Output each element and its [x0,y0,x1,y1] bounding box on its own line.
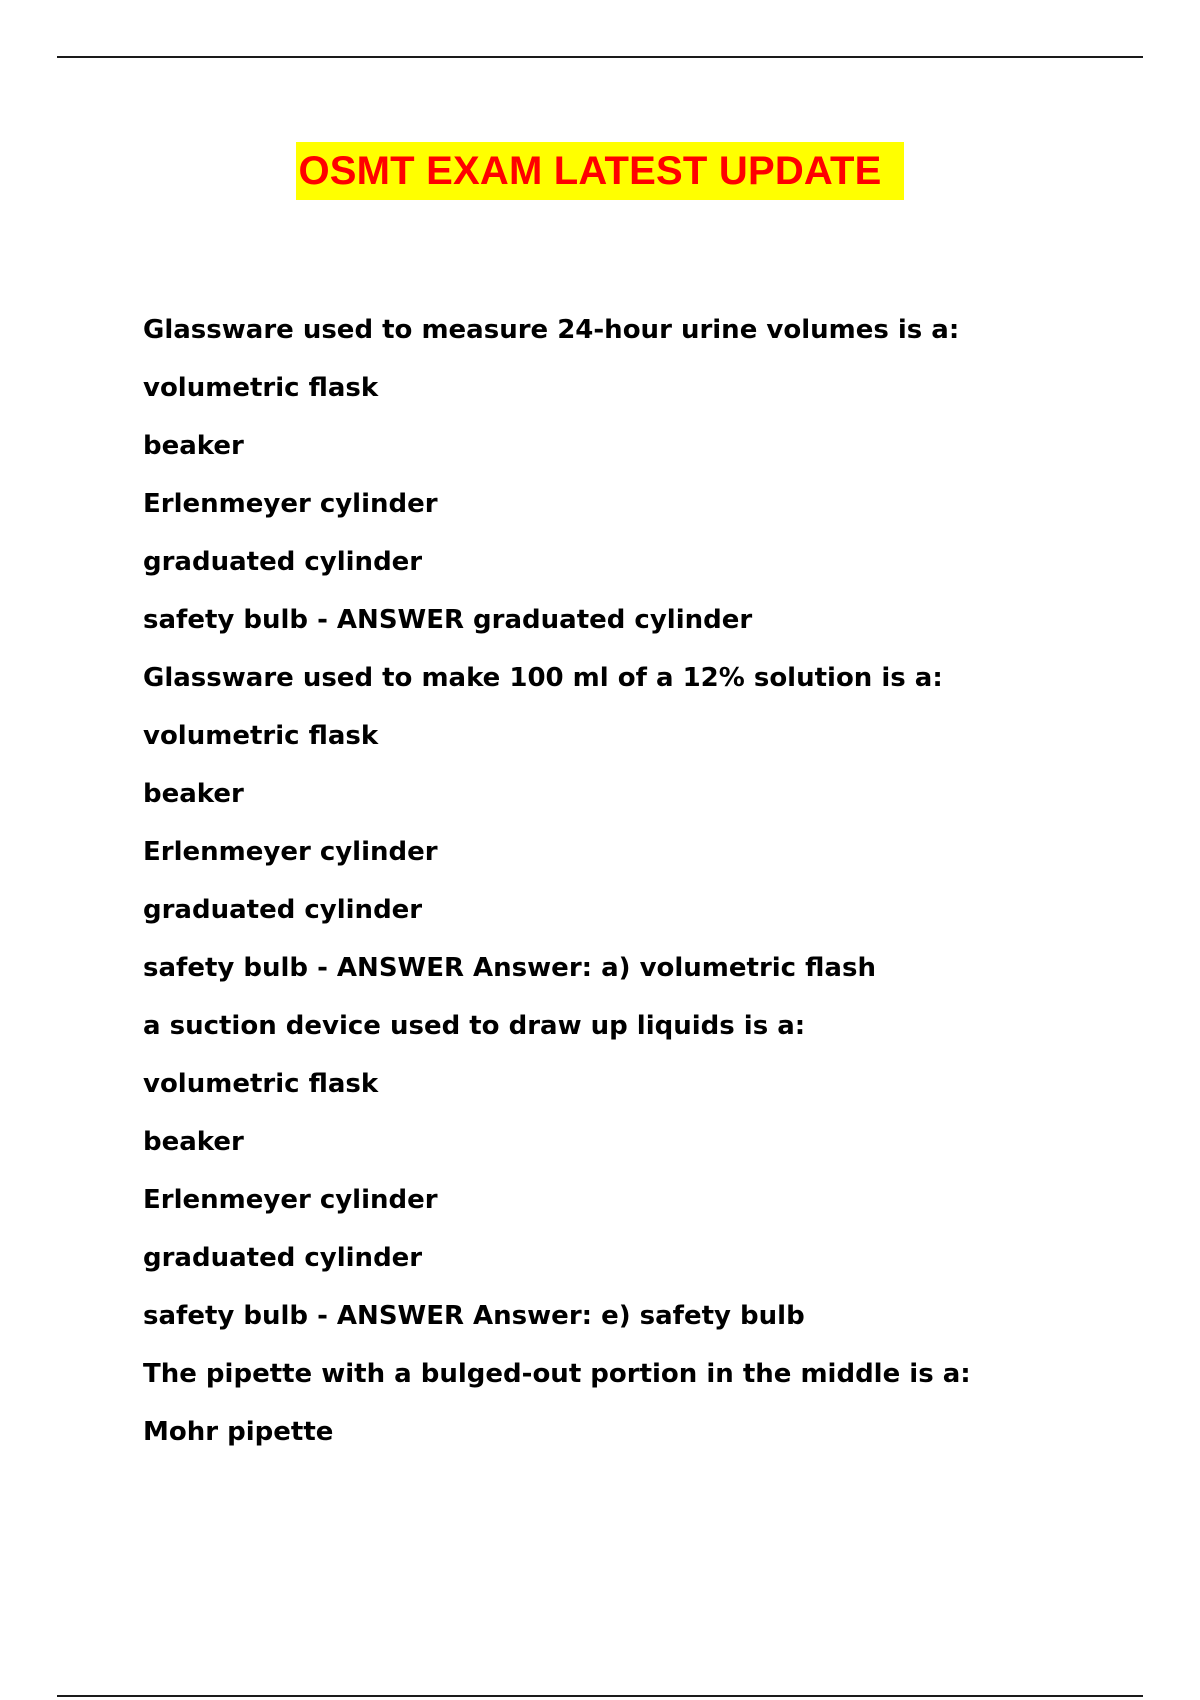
answer-line: safety bulb - ANSWER Answer: e) safety bulb [143,1301,805,1331]
question-line: The pipette with a bulged-out portion in the middle is a: [143,1359,971,1389]
answer-line: safety bulb - ANSWER graduated cylinder [143,605,753,635]
option-line: graduated cylinder [143,1243,423,1273]
header-rule [57,56,1143,58]
option-line: volumetric flask [143,721,379,751]
title-container [0,142,1200,200]
document-title: OSMT EXAM LATEST UPDATE [296,142,903,200]
option-line: beaker [143,431,244,461]
document-body [143,306,1143,1466]
answer-line: safety bulb - ANSWER Answer: a) volumetric flash [143,953,876,983]
option-line: beaker [143,1127,244,1157]
option-line: graduated cylinder [143,547,423,577]
option-line: beaker [143,779,244,809]
option-line: Erlenmeyer cylinder [143,1185,438,1215]
option-line: Mohr pipette [143,1417,334,1447]
option-line: Erlenmeyer cylinder [143,837,438,867]
question-line: Glassware used to make 100 ml of a 12% solution is a: [143,663,943,693]
question-line: Glassware used to measure 24-hour urine volumes is a: [143,315,960,345]
option-line: graduated cylinder [143,895,423,925]
option-line: volumetric flask [143,373,379,403]
option-line: volumetric flask [143,1069,379,1099]
question-line: a suction device used to draw up liquids is a: [143,1011,806,1041]
option-line: Erlenmeyer cylinder [143,489,438,519]
footer-rule [57,1695,1143,1697]
